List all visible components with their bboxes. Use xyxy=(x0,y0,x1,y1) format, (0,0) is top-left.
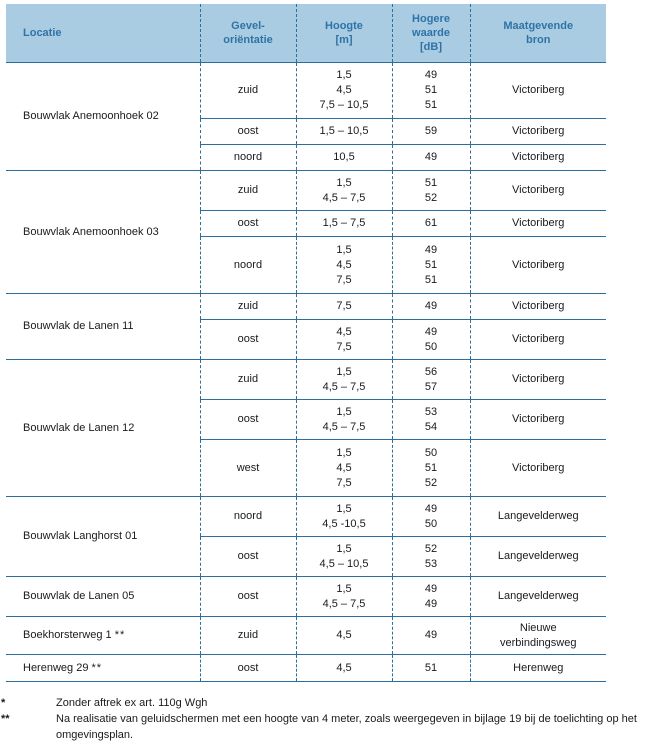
footnote-text: Na realisatie van geluidschermen met een hoogte van 4 meter, zoals weergegeven in bijlage 19 bij de toelichting op het omgevingsplan. xyxy=(56,713,637,741)
cell-hogere-waarde xyxy=(392,237,470,294)
cell-orientatie: oost xyxy=(200,400,296,440)
cell-orientatie: oost xyxy=(200,211,296,237)
cell-line: 49 xyxy=(424,151,438,163)
cell-hoogte xyxy=(296,400,392,440)
cell-line: Victoriberg xyxy=(512,84,565,96)
cell-hogere-waarde xyxy=(392,211,470,237)
locatie-name: Bouwvlak de Lanen 11 xyxy=(23,320,134,332)
cell-line: 51 xyxy=(424,273,438,286)
cell-bron xyxy=(470,440,606,497)
footnote xyxy=(0,695,660,711)
cell-hogere-waarde xyxy=(392,294,470,320)
cell-line: 4,5 -10,5 xyxy=(322,517,366,530)
cell-orientatie: zuid xyxy=(200,360,296,400)
cell-line: 51 xyxy=(424,84,438,96)
cell-hoogte xyxy=(296,63,392,119)
table-row xyxy=(6,360,606,400)
cell-line: 7,5 xyxy=(336,273,352,286)
table-row xyxy=(6,294,606,320)
table-body xyxy=(6,63,606,682)
table-row xyxy=(6,617,606,655)
noise-values-table xyxy=(6,4,606,682)
cell-line: 1,5 xyxy=(336,243,352,256)
cell-orientatie: noord xyxy=(200,145,296,171)
table-row xyxy=(6,63,606,119)
footnotes xyxy=(0,695,660,743)
cell-bron xyxy=(470,320,606,360)
cell-bron xyxy=(470,145,606,171)
header-hogere-waarde: Hogere waarde [dB] xyxy=(392,4,470,63)
table-row xyxy=(6,655,606,682)
cell-hoogte xyxy=(296,655,392,682)
cell-bron xyxy=(470,237,606,294)
cell-hogere-waarde xyxy=(392,145,470,171)
table-row xyxy=(6,171,606,211)
cell-hoogte xyxy=(296,211,392,237)
cell-line: 61 xyxy=(424,217,438,229)
cell-hogere-waarde xyxy=(392,537,470,577)
cell-line: 49 xyxy=(424,69,438,81)
cell-hogere-waarde xyxy=(392,320,470,360)
cell-hoogte xyxy=(296,537,392,577)
cell-orientatie: zuid xyxy=(200,617,296,655)
cell-orientatie: oost xyxy=(200,577,296,617)
locatie-name: Boekhorsterweg 1 xyxy=(23,629,112,641)
cell-hoogte xyxy=(296,617,392,655)
cell-line: 49 xyxy=(424,325,438,338)
header-gevelorientatie: Gevel- oriëntatie xyxy=(200,4,296,63)
cell-orientatie: noord xyxy=(200,237,296,294)
cell-line: Langevelderweg xyxy=(497,590,579,602)
cell-line: 7,5 xyxy=(336,476,352,489)
cell-line: Victoriberg xyxy=(512,217,565,229)
cell-bron xyxy=(470,497,606,537)
cell-locatie xyxy=(6,294,200,360)
cell-line: 49 xyxy=(424,300,438,312)
footnote-mark: * xyxy=(1,697,6,709)
cell-line: 4,5 – 10,5 xyxy=(319,557,369,570)
cell-hogere-waarde xyxy=(392,360,470,400)
cell-locatie xyxy=(6,360,200,497)
cell-line: 1,5 – 10,5 xyxy=(319,125,369,137)
table-row xyxy=(6,497,606,537)
cell-line: 59 xyxy=(424,125,438,137)
cell-orientatie: zuid xyxy=(200,63,296,119)
cell-line: 49 xyxy=(424,582,438,595)
cell-hoogte xyxy=(296,440,392,497)
cell-line: Victoriberg xyxy=(512,300,565,312)
cell-line: 57 xyxy=(424,380,438,393)
header-maatgevende-bron: Maatgevende bron xyxy=(470,4,606,63)
locatie-name: Bouwvlak de Lanen 12 xyxy=(23,421,135,434)
cell-line: 4,5 – 7,5 xyxy=(322,380,366,393)
cell-orientatie: zuid xyxy=(200,294,296,320)
cell-orientatie: oost xyxy=(200,119,296,145)
footnote-marker: ** xyxy=(91,661,103,674)
cell-bron xyxy=(470,577,606,617)
cell-hoogte xyxy=(296,577,392,617)
table-header-row xyxy=(6,4,606,63)
cell-line: 52 xyxy=(424,191,438,204)
cell-hogere-waarde xyxy=(392,119,470,145)
cell-hoogte xyxy=(296,294,392,320)
cell-hogere-waarde xyxy=(392,577,470,617)
cell-line: 53 xyxy=(424,557,438,570)
cell-locatie xyxy=(6,171,200,294)
cell-orientatie: oost xyxy=(200,655,296,682)
cell-line: 50 xyxy=(424,517,438,530)
cell-bron xyxy=(470,400,606,440)
cell-bron xyxy=(470,617,606,655)
cell-line: 50 xyxy=(424,340,438,353)
cell-line: 51 xyxy=(424,661,438,674)
cell-bron xyxy=(470,655,606,682)
cell-hoogte xyxy=(296,320,392,360)
cell-hogere-waarde xyxy=(392,63,470,119)
cell-hoogte xyxy=(296,145,392,171)
cell-bron xyxy=(470,119,606,145)
cell-line: verbindingsweg xyxy=(500,636,577,649)
footnote xyxy=(0,711,660,743)
cell-bron xyxy=(470,171,606,211)
cell-line: 52 xyxy=(424,542,438,555)
cell-line: 56 xyxy=(424,365,438,378)
cell-line: 49 xyxy=(424,243,438,256)
cell-orientatie: west xyxy=(200,440,296,497)
cell-line: 7,5 xyxy=(336,340,352,353)
locatie-name: Bouwvlak Anemoonhoek 02 xyxy=(23,110,159,122)
locatie-name: Bouwvlak de Lanen 05 xyxy=(23,590,135,602)
cell-line: 50 xyxy=(424,446,438,459)
cell-orientatie: oost xyxy=(200,320,296,360)
cell-hoogte xyxy=(296,237,392,294)
cell-bron xyxy=(470,360,606,400)
cell-line: 1,5 xyxy=(336,542,352,555)
cell-line: 1,5 xyxy=(336,446,352,459)
cell-line: 4,5 – 7,5 xyxy=(322,597,366,610)
cell-line: Nieuwe xyxy=(519,621,557,634)
cell-line: 1,5 xyxy=(336,582,352,595)
cell-hogere-waarde xyxy=(392,171,470,211)
cell-line: 4,5 xyxy=(336,84,352,96)
cell-locatie xyxy=(6,497,200,577)
cell-hoogte xyxy=(296,360,392,400)
cell-locatie xyxy=(6,63,200,171)
cell-line: 51 xyxy=(424,461,438,474)
cell-line: 7,5 – 10,5 xyxy=(319,99,369,111)
cell-locatie xyxy=(6,577,200,617)
cell-orientatie: oost xyxy=(200,537,296,577)
cell-line: Victoriberg xyxy=(512,125,565,137)
cell-line: 1,5 xyxy=(336,502,352,515)
cell-bron xyxy=(470,294,606,320)
cell-line: 7,5 xyxy=(336,300,352,312)
cell-line: Victoriberg xyxy=(512,184,565,196)
cell-line: 1,5 xyxy=(336,365,352,378)
cell-hogere-waarde xyxy=(392,440,470,497)
cell-hoogte xyxy=(296,497,392,537)
cell-hogere-waarde xyxy=(392,617,470,655)
cell-locatie xyxy=(6,617,200,655)
cell-line: 4,5 – 7,5 xyxy=(322,191,366,204)
footnote-text: Zonder aftrek ex art. 110g Wgh xyxy=(56,697,208,709)
cell-line: 49 xyxy=(424,502,438,515)
cell-line: Victoriberg xyxy=(512,461,565,474)
locatie-name: Bouwvlak Anemoonhoek 03 xyxy=(23,225,159,238)
cell-line: Langevelderweg xyxy=(497,510,579,522)
cell-bron xyxy=(470,537,606,577)
cell-hoogte xyxy=(296,171,392,211)
cell-line: 1,5 – 7,5 xyxy=(322,217,366,229)
cell-line: 4,5 xyxy=(336,325,352,338)
footnote-mark: ** xyxy=(1,713,10,725)
header-locatie: Locatie xyxy=(6,4,200,63)
cell-line: Victoriberg xyxy=(512,373,565,385)
cell-line: 49 xyxy=(424,629,438,641)
cell-orientatie: zuid xyxy=(200,171,296,211)
cell-line: 54 xyxy=(424,420,438,433)
cell-bron xyxy=(470,63,606,119)
cell-line: 1,5 xyxy=(336,176,352,189)
cell-hoogte xyxy=(296,119,392,145)
cell-line: 4,5 – 7,5 xyxy=(322,420,366,433)
cell-line: 4,5 xyxy=(336,461,352,474)
cell-line: 4,5 xyxy=(336,258,352,271)
cell-line: 4,5 xyxy=(336,629,352,641)
cell-hogere-waarde xyxy=(392,497,470,537)
table-row xyxy=(6,577,606,617)
header-hoogte: Hoogte [m] xyxy=(296,4,392,63)
cell-line: 4,5 xyxy=(336,661,352,674)
locatie-name: Bouwvlak Langhorst 01 xyxy=(23,530,138,542)
cell-line: Langevelderweg xyxy=(497,550,579,562)
cell-line: Victoriberg xyxy=(512,258,565,271)
cell-line: Victoriberg xyxy=(512,151,565,163)
footnote-marker: ** xyxy=(114,629,126,641)
cell-hogere-waarde xyxy=(392,400,470,440)
cell-line: 10,5 xyxy=(333,151,355,163)
cell-line: 1,5 xyxy=(336,69,352,81)
cell-line: 51 xyxy=(424,176,438,189)
cell-line: Victoriberg xyxy=(512,333,565,345)
cell-hogere-waarde xyxy=(392,655,470,682)
cell-locatie xyxy=(6,655,200,682)
cell-line: 53 xyxy=(424,405,438,418)
cell-line: 51 xyxy=(424,258,438,271)
cell-line: 1,5 xyxy=(336,405,352,418)
cell-orientatie: noord xyxy=(200,497,296,537)
cell-line: 51 xyxy=(424,99,438,111)
cell-line: Herenweg xyxy=(513,661,564,674)
cell-line: 52 xyxy=(424,476,438,489)
cell-bron xyxy=(470,211,606,237)
locatie-name: Herenweg 29 xyxy=(23,661,89,674)
cell-line: Victoriberg xyxy=(512,413,565,425)
cell-line: 49 xyxy=(424,597,438,610)
